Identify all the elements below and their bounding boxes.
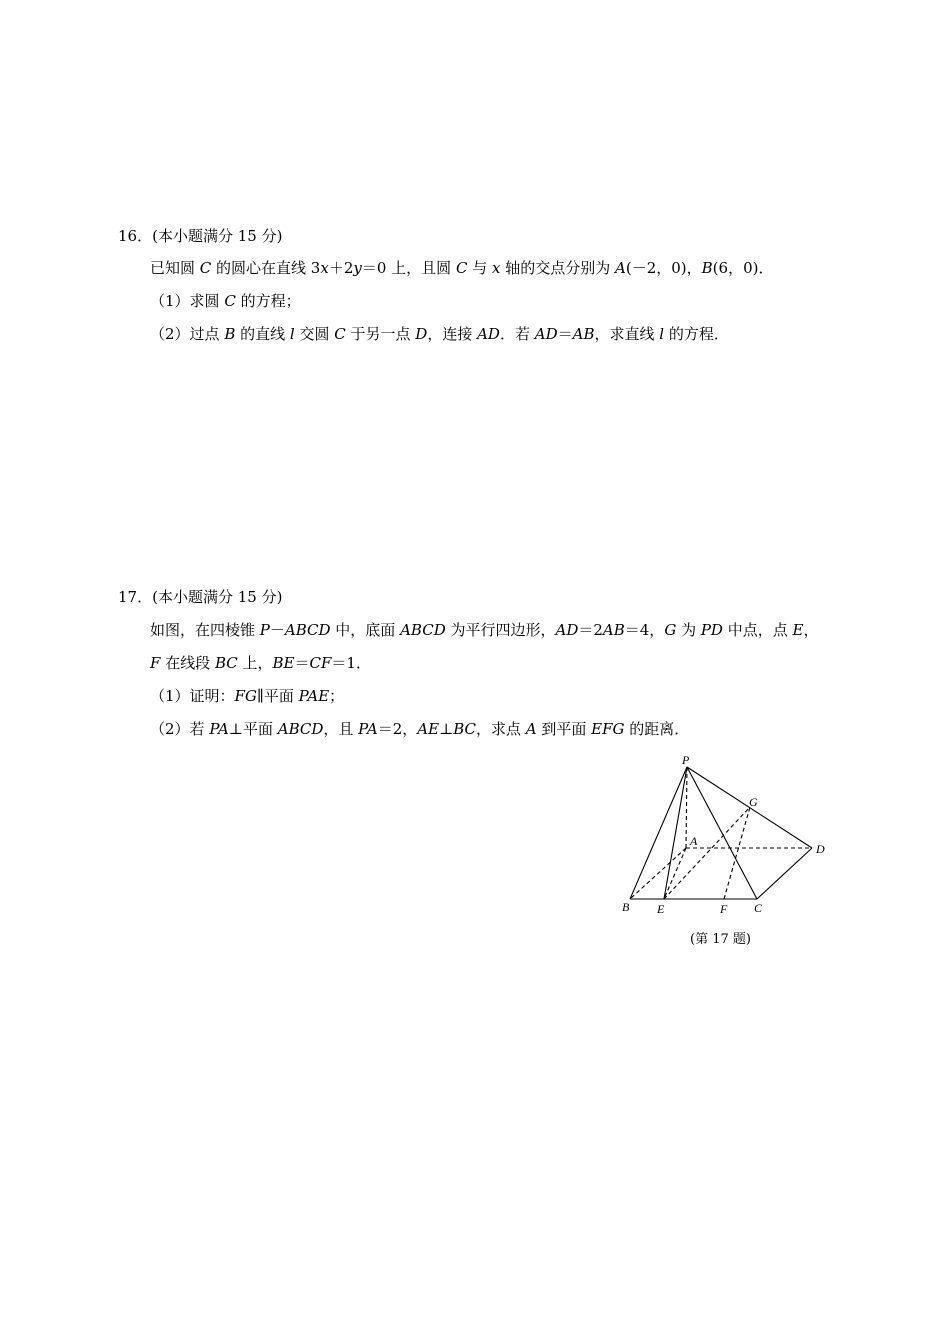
text-segment: ＝ xyxy=(557,325,573,343)
math-symbol: C xyxy=(199,259,212,277)
math-symbol: BC xyxy=(453,720,476,738)
problem-17-score: (本小题满分 15 分) xyxy=(152,588,283,606)
text-segment: 为平行四边形， xyxy=(445,621,556,639)
math-symbol: EFG xyxy=(591,720,625,738)
text-segment: ，求直线 xyxy=(594,325,660,343)
problem-17-part-2 xyxy=(150,719,689,739)
text-segment: 的方程； xyxy=(235,292,301,310)
edge-PE xyxy=(664,767,687,899)
text-segment: ＝4， xyxy=(624,621,665,639)
math-symbol: AD xyxy=(555,621,579,639)
text-segment: 在线段 xyxy=(160,654,215,672)
label-C: C xyxy=(754,901,763,915)
text-segment: ， xyxy=(803,621,819,639)
text-segment: （2）过点 xyxy=(150,325,225,343)
problem-16-part-1 xyxy=(150,291,301,311)
text-segment: 于另一点 xyxy=(345,325,416,343)
math-symbol: x xyxy=(491,259,501,277)
math-symbol: PA xyxy=(209,720,229,738)
text-segment: （1）证明： xyxy=(150,687,235,705)
text-segment: 与 xyxy=(467,259,492,277)
text-segment: 的距离． xyxy=(624,720,690,738)
text-segment: 交圆 xyxy=(294,325,335,343)
text-segment: ； xyxy=(329,687,345,705)
label-P: P xyxy=(682,753,690,767)
label-G: G xyxy=(749,795,758,809)
edge-AB xyxy=(630,848,686,899)
math-symbol: FG xyxy=(234,687,257,705)
edge-PB xyxy=(630,767,687,899)
text-segment: － xyxy=(269,621,285,639)
math-symbol: E xyxy=(792,621,804,639)
text-segment: ⊥ xyxy=(439,720,454,738)
text-segment: 的直线 xyxy=(235,325,290,343)
text-segment: ，连接 xyxy=(427,325,478,343)
text-segment: （1）求圆 xyxy=(150,292,225,310)
math-symbol: P xyxy=(259,621,270,639)
edge-EG xyxy=(664,807,750,899)
edge-CD xyxy=(757,848,812,899)
math-symbol: AD xyxy=(477,325,500,343)
label-D: D xyxy=(816,842,825,856)
text-segment: 中点，点 xyxy=(722,621,793,639)
math-symbol: B xyxy=(224,325,236,343)
math-symbol: C xyxy=(455,259,468,277)
problem-16-stem xyxy=(150,258,773,278)
text-segment: 为 xyxy=(676,621,701,639)
problem-17-header xyxy=(118,587,282,607)
text-segment: 中，底面 xyxy=(330,621,401,639)
text-segment: ⊥平面 xyxy=(228,720,278,738)
problem-17-stem-line-2 xyxy=(150,653,371,673)
text-segment: 已知圆 xyxy=(150,259,200,277)
math-symbol: C xyxy=(334,325,346,343)
label-B: B xyxy=(622,900,630,914)
math-symbol: BC xyxy=(214,654,238,672)
math-symbol: PAE xyxy=(298,687,330,705)
math-symbol: AE xyxy=(417,720,440,738)
pyramid-figure xyxy=(612,752,838,922)
problem-17-number: 17． xyxy=(118,588,153,606)
edge-AE xyxy=(664,848,686,899)
math-symbol: B xyxy=(701,259,713,277)
problem-16-score: (本小题满分 15 分) xyxy=(152,227,283,245)
text-segment: ，且 xyxy=(323,720,359,738)
edge-PA xyxy=(686,767,687,848)
edge-PC xyxy=(687,767,757,899)
problem-16-part-2 xyxy=(150,324,729,344)
text-segment: ＝2， xyxy=(377,720,418,738)
math-symbol: D xyxy=(415,325,428,343)
text-segment: (－2，0)， xyxy=(625,259,702,277)
math-symbol: l xyxy=(289,325,295,343)
math-symbol: PD xyxy=(700,621,723,639)
text-segment: (6，0)． xyxy=(712,259,774,277)
problem-16-number: 16． xyxy=(118,227,153,245)
text-segment: 上， xyxy=(237,654,273,672)
text-segment: ＋2 xyxy=(328,259,354,277)
label-F: F xyxy=(720,902,728,916)
math-symbol: AB xyxy=(602,621,625,639)
text-segment: ．若 xyxy=(499,325,535,343)
math-symbol: A xyxy=(525,720,537,738)
math-symbol: AB xyxy=(572,325,595,343)
text-segment: 的方程． xyxy=(664,325,729,343)
text-segment: 轴的交点分别为 xyxy=(500,259,615,277)
problem-17-stem-line-1 xyxy=(150,620,818,640)
math-symbol: x xyxy=(320,259,329,277)
problem-17-part-1 xyxy=(150,686,344,706)
label-E: E xyxy=(657,902,665,916)
math-symbol: l xyxy=(659,325,665,343)
math-symbol: CF xyxy=(309,654,332,672)
label-A: A xyxy=(690,834,698,848)
math-symbol: AD xyxy=(534,325,558,343)
text-segment: 到平面 xyxy=(536,720,592,738)
math-symbol: ABCD xyxy=(400,621,446,639)
math-symbol: F xyxy=(150,654,161,672)
figure-caption: (第 17 题) xyxy=(690,932,751,947)
text-segment: ∥平面 xyxy=(256,687,299,705)
math-symbol: PA xyxy=(358,720,378,738)
math-symbol: C xyxy=(224,292,236,310)
math-symbol: y xyxy=(353,259,362,277)
text-segment: ，求点 xyxy=(475,720,526,738)
text-segment: ＝2 xyxy=(578,621,603,639)
math-symbol: G xyxy=(664,621,677,639)
math-symbol: ABCD xyxy=(284,621,331,639)
math-symbol: ABCD xyxy=(277,720,324,738)
text-segment: ＝1． xyxy=(331,654,371,672)
text-segment: 如图，在四棱锥 xyxy=(150,621,260,639)
math-symbol: BE xyxy=(272,654,295,672)
math-symbol: A xyxy=(615,259,626,277)
text-segment: ＝ xyxy=(294,654,310,672)
text-segment: （2）若 xyxy=(150,720,210,738)
text-segment: ＝0 上，且圆 xyxy=(361,259,456,277)
text-segment: 的圆心在直线 3 xyxy=(211,259,321,277)
problem-16-header xyxy=(118,226,282,246)
